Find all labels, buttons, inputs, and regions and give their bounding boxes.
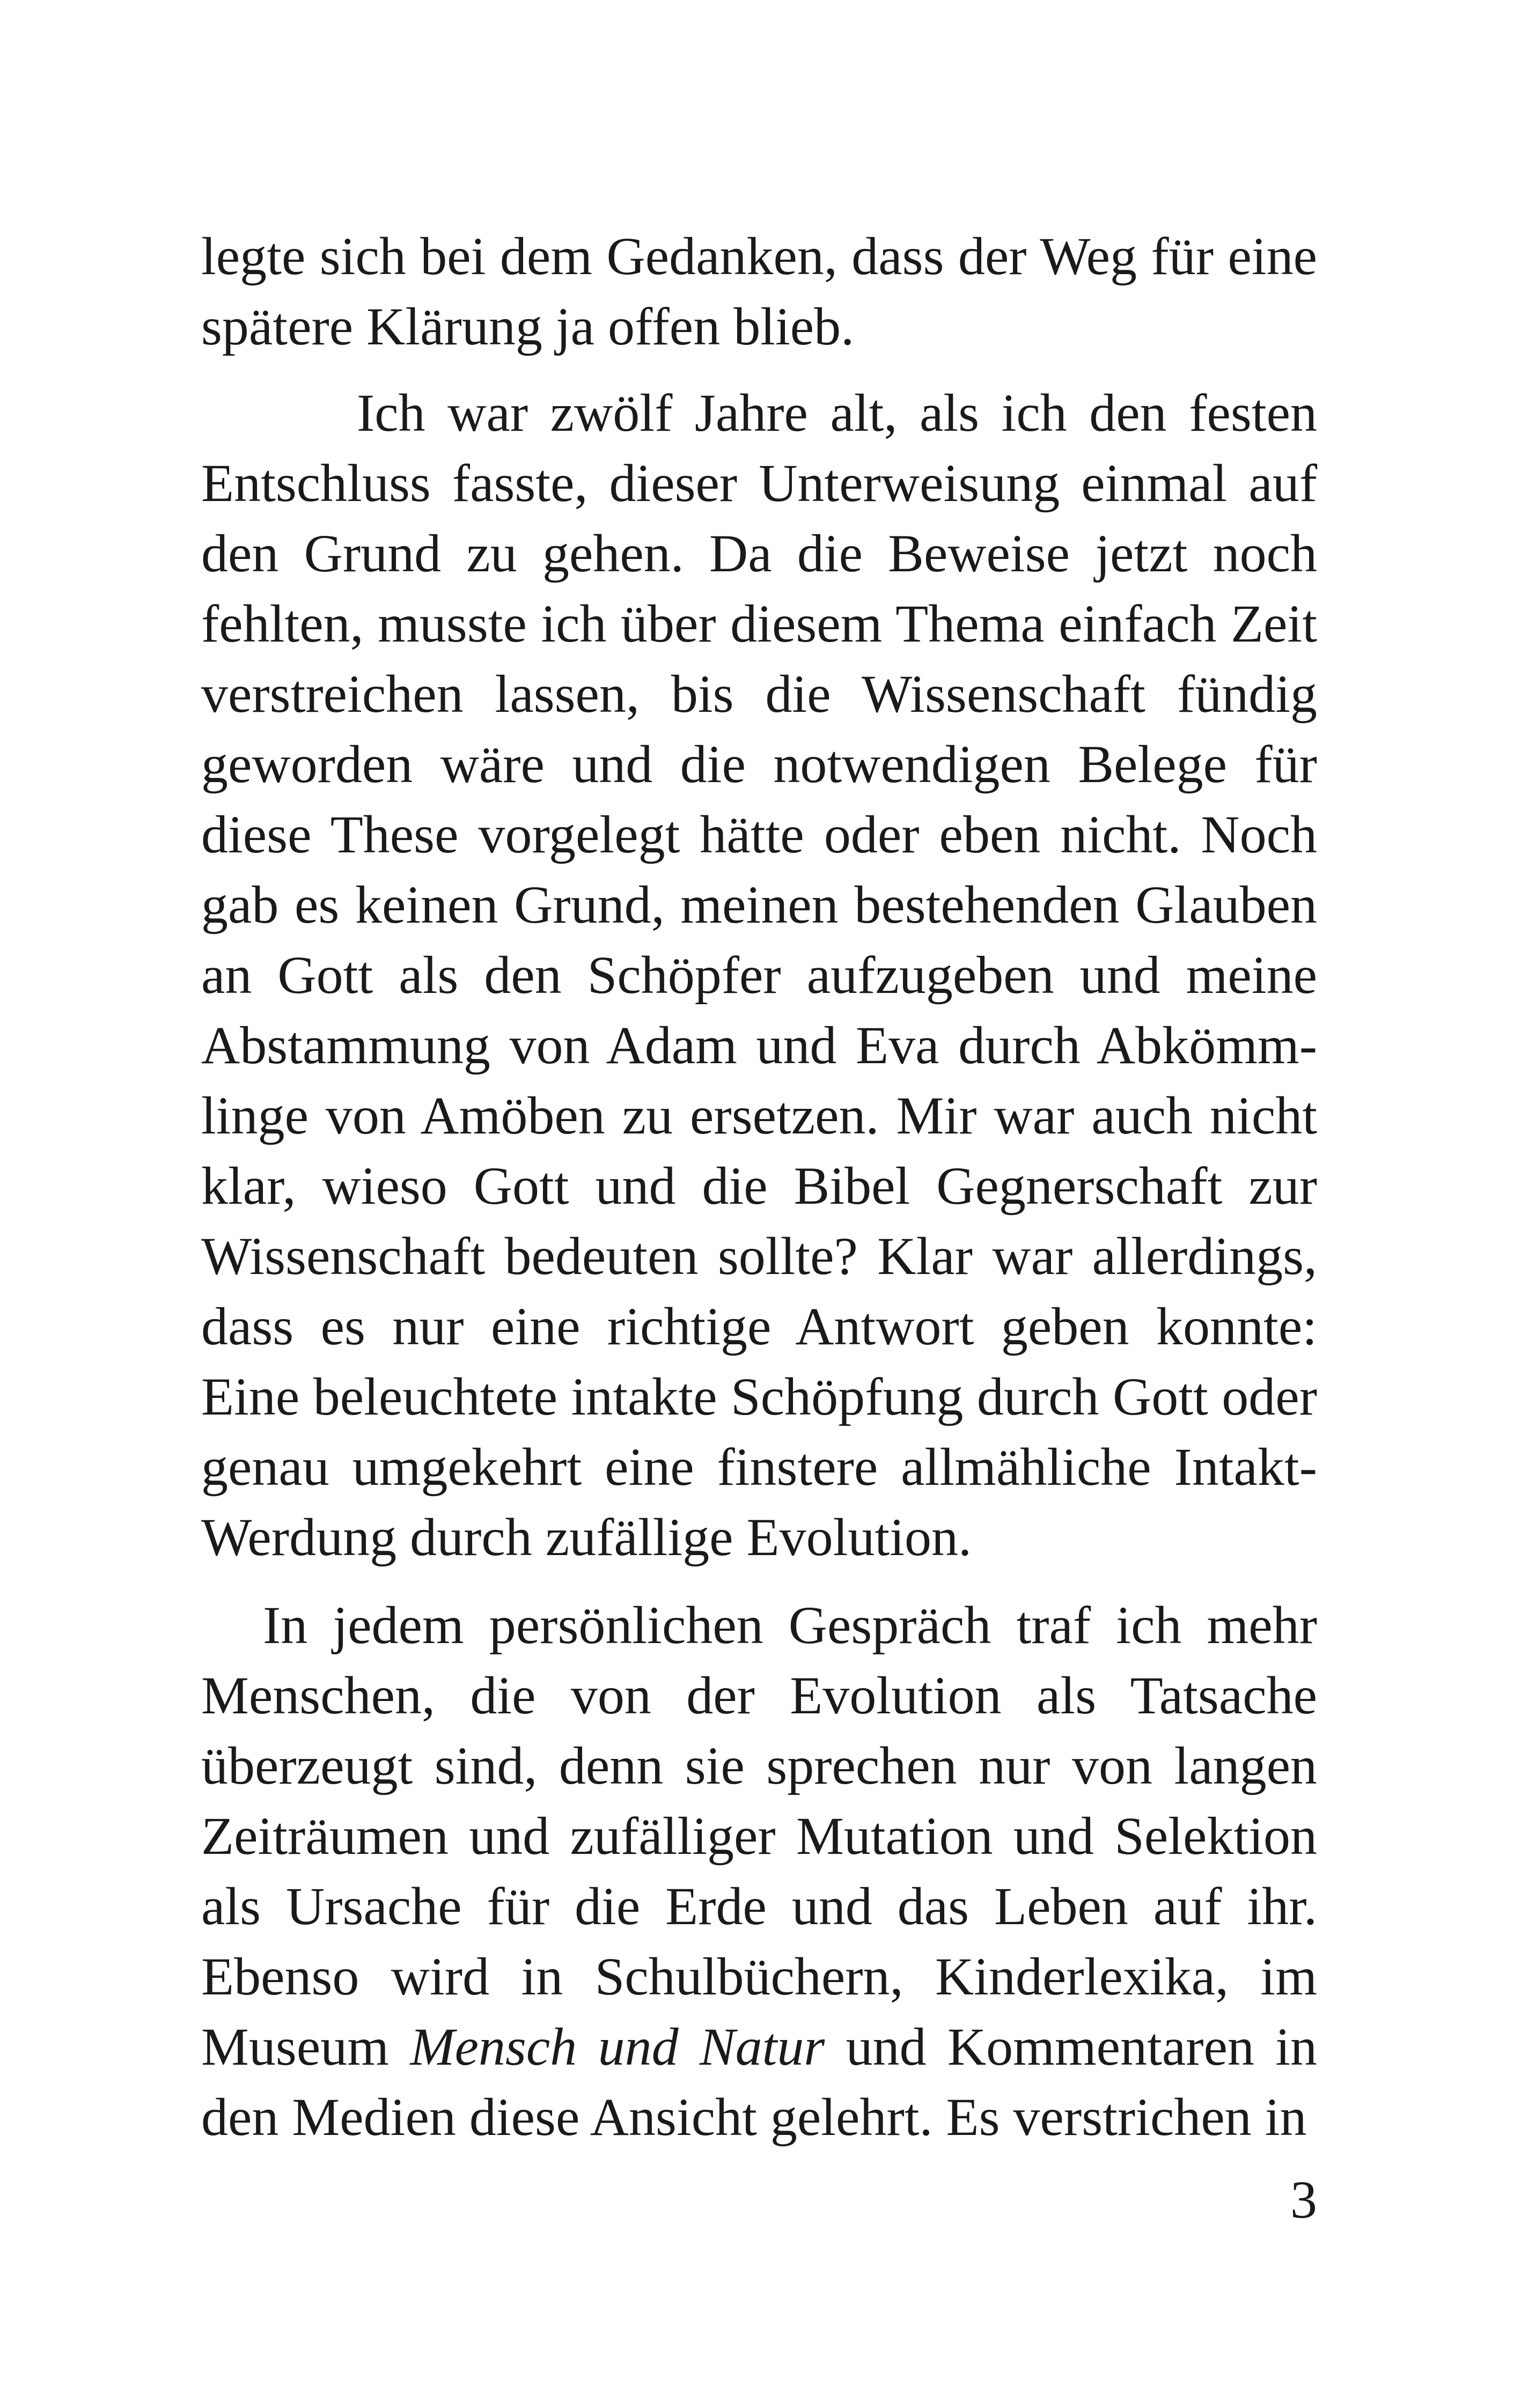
paragraph-conversations xyxy=(201,1590,1317,2152)
museum-title: Mensch und Natur xyxy=(410,2017,825,2076)
paragraph-continuation: legte sich bei dem Gedanken, dass der Weg für eine spätere Klärung ja offen blieb. xyxy=(201,226,1317,356)
paragraph-text-end: und Kommentaren in den Medien diese Ansicht gelehrt. Es verstrichen in xyxy=(201,2017,1317,2147)
page-number: 3 xyxy=(1290,2170,1317,2229)
paragraph-twelve-years: Ich war zwölf Jahre alt, als ich den festen Entschluss fasste, dieser Unterweisung einmal auf den Grund zu gehen. Da die Beweise jetzt noch fehlten, musste ich über diesem Thema einfach Zeit verstreichen lassen, bis die Wissenschaft fündig geworden wäre und die notwendigen Belege für diese These vorgelegt hätte oder eben nicht. Noch gab es keinen Grund, meinen bestehenden Glauben an Gott als den Schöpfer aufzugeben und meine Abstammung von Adam und Eva durch Abkömmlinge von Amöben zu ersetzen. Mir war auch nicht klar, wieso Gott und die Bibel Gegnerschaft zur Wissenschaft bedeuten sollte? Klar war allerdings, dass es nur eine richtige Antwort geben konnte: Eine beleuchtete intakte Schöpfung durch Gott oder genau umgekehrt eine finstere allmähliche Intakt-Werdung durch zufällige Evolution. xyxy=(201,383,1317,1567)
paragraph-text-start: In jedem persönlichen Gespräch traf ich mehr Menschen, die von der Evolution als Tatsache überzeugt sind, denn sie sprechen nur von langen Zeiträumen und zufälliger Mutation und Selektion als Ursache für die Erde und das Leben auf ihr. Ebenso wird in Schulbüchern, Kinderlexika, im Museum xyxy=(201,1595,1317,2076)
page-body xyxy=(201,221,1317,2152)
